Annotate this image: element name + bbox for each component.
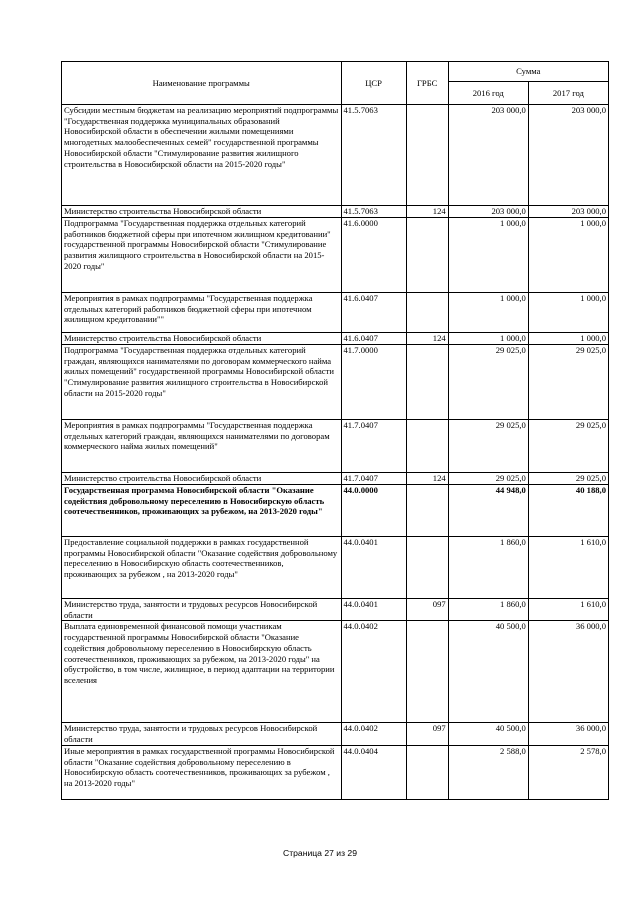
table-body: [62, 105, 609, 800]
row-sum-2016-cell: 1 000,0: [448, 333, 528, 345]
header-name: Наименование программы: [62, 62, 342, 105]
row-sum-2017-cell: 29 025,0: [528, 420, 608, 473]
row-name-cell: Иные мероприятия в рамках государственной программы Новосибирской области "Оказание содействия добровольному переселению в Новосибирскую область соотечественников, проживающих за рубежом , на 2013-2020 годы": [62, 745, 342, 799]
row-name-cell: Мероприятия в рамках подпрограммы "Государственная поддержка отдельных категорий работников бюджетной сферы при ипотечном жилищном кредитовании"": [62, 293, 342, 333]
table-row: [62, 420, 609, 473]
row-grbs-cell: 097: [406, 723, 448, 745]
row-sum-2017-cell: 1 610,0: [528, 599, 608, 621]
row-grbs-cell: 124: [406, 473, 448, 485]
table-row: [62, 206, 609, 218]
row-name-cell: Государственная программа Новосибирской области "Оказание содействия добровольному переселению в Новосибирскую область соотечественников, проживающих за рубежом, на 2013-2020 годы": [62, 485, 342, 537]
row-sum-2016-cell: 29 025,0: [448, 473, 528, 485]
row-sum-2016-cell: 1 860,0: [448, 599, 528, 621]
row-sum-2016-cell: 1 000,0: [448, 293, 528, 333]
row-grbs-cell: [406, 105, 448, 206]
row-sum-2017-cell: 29 025,0: [528, 473, 608, 485]
table-row: [62, 293, 609, 333]
row-name-cell: Министерство строительства Новосибирской области: [62, 473, 342, 485]
row-sum-2017-cell: 1 610,0: [528, 537, 608, 599]
table-row: [62, 745, 609, 799]
row-grbs-cell: [406, 537, 448, 599]
row-grbs-cell: [406, 621, 448, 723]
row-grbs-cell: 097: [406, 599, 448, 621]
header-year-2017: 2017 год: [528, 82, 608, 105]
row-csr-cell: 41.5.7063: [341, 206, 406, 218]
header-year-2016: 2016 год: [448, 82, 528, 105]
table-header: [62, 62, 609, 105]
row-sum-2016-cell: 203 000,0: [448, 105, 528, 206]
row-grbs-cell: [406, 420, 448, 473]
row-csr-cell: 44.0.0402: [341, 723, 406, 745]
row-sum-2016-cell: 40 500,0: [448, 621, 528, 723]
row-csr-cell: 41.6.0000: [341, 218, 406, 293]
row-sum-2017-cell: 29 025,0: [528, 345, 608, 420]
row-csr-cell: 44.0.0000: [341, 485, 406, 537]
row-sum-2017-cell: 36 000,0: [528, 723, 608, 745]
table-row: [62, 473, 609, 485]
table-row: [62, 333, 609, 345]
header-csr: ЦСР: [341, 62, 406, 105]
row-sum-2017-cell: 1 000,0: [528, 218, 608, 293]
row-csr-cell: 41.7.0000: [341, 345, 406, 420]
row-sum-2017-cell: 1 000,0: [528, 293, 608, 333]
row-name-cell: Подпрограмма "Государственная поддержка отдельных категорий работников бюджетной сферы при ипотечном жилищном кредитовании" государственной программы Новосибирской области "Стимулирование развития жилищного строительства в Новосибирской области на 2015-2020 годы": [62, 218, 342, 293]
row-csr-cell: 41.7.0407: [341, 420, 406, 473]
row-sum-2016-cell: 1 860,0: [448, 537, 528, 599]
table-row: [62, 723, 609, 745]
row-sum-2017-cell: 1 000,0: [528, 333, 608, 345]
row-csr-cell: 41.6.0407: [341, 333, 406, 345]
row-csr-cell: 44.0.0401: [341, 599, 406, 621]
row-csr-cell: 41.5.7063: [341, 105, 406, 206]
row-name-cell: Подпрограмма "Государственная поддержка отдельных категорий граждан, являющихся нанимателями по договорам коммерческого найма жилых помещений" государственной программы Новосибирской области "Стимулирование развития жилищного строительства в Новосибирской области на 2015-2020 годы": [62, 345, 342, 420]
row-csr-cell: 41.6.0407: [341, 293, 406, 333]
row-sum-2016-cell: 29 025,0: [448, 345, 528, 420]
row-name-cell: Министерство строительства Новосибирской области: [62, 206, 342, 218]
header-sum: Сумма: [448, 62, 608, 82]
budget-table: [61, 61, 609, 800]
row-sum-2016-cell: 2 588,0: [448, 745, 528, 799]
row-grbs-cell: 124: [406, 206, 448, 218]
row-grbs-cell: 124: [406, 333, 448, 345]
row-sum-2017-cell: 2 578,0: [528, 745, 608, 799]
table-row: [62, 218, 609, 293]
row-grbs-cell: [406, 218, 448, 293]
row-grbs-cell: [406, 293, 448, 333]
table-row: [62, 599, 609, 621]
row-csr-cell: 44.0.0401: [341, 537, 406, 599]
row-sum-2017-cell: 36 000,0: [528, 621, 608, 723]
row-name-cell: Министерство труда, занятости и трудовых ресурсов Новосибирской области: [62, 599, 342, 621]
row-csr-cell: 44.0.0404: [341, 745, 406, 799]
table-row: [62, 485, 609, 537]
row-name-cell: Министерство строительства Новосибирской области: [62, 333, 342, 345]
table-row: [62, 621, 609, 723]
row-sum-2017-cell: 40 188,0: [528, 485, 608, 537]
row-sum-2017-cell: 203 000,0: [528, 206, 608, 218]
row-sum-2016-cell: 40 500,0: [448, 723, 528, 745]
table-row: [62, 345, 609, 420]
row-name-cell: Субсидии местным бюджетам на реализацию мероприятий подпрограммы "Государственная поддержка муниципальных образований Новосибирской области в обеспечении жилыми помещениями многодетных малообеспеченных семей" государственной программы Новосибирской области "Стимулирование развития жилищного строительства в Новосибирской области на 2015-2020 годы": [62, 105, 342, 206]
header-grbs: ГРБС: [406, 62, 448, 105]
table-row: [62, 105, 609, 206]
row-sum-2016-cell: 1 000,0: [448, 218, 528, 293]
table-row: [62, 537, 609, 599]
row-name-cell: Выплата единовременной финансовой помощи участникам государственной программы Новосибирской области "Оказание содействия добровольному переселению в Новосибирскую область соотечественников, проживающих за рубежом, на 2013-2020 годы" на обустройство, в том числе, жилищное, в период адаптации на территории вселения: [62, 621, 342, 723]
row-sum-2017-cell: 203 000,0: [528, 105, 608, 206]
row-name-cell: Мероприятия в рамках подпрограммы "Государственная поддержка отдельных категорий граждан, являющихся нанимателями по договорам коммерческого найма жилых помещений": [62, 420, 342, 473]
row-grbs-cell: [406, 745, 448, 799]
row-name-cell: Министерство труда, занятости и трудовых ресурсов Новосибирской области: [62, 723, 342, 745]
row-sum-2016-cell: 44 948,0: [448, 485, 528, 537]
page-footer: Страница 27 из 29: [283, 848, 357, 858]
row-name-cell: Предоставление социальной поддержки в рамках государственной программы Новосибирской области "Оказание содействия добровольному переселению в Новосибирскую область соотечественников, проживающих за рубежом , на 2013-2020 годы": [62, 537, 342, 599]
row-sum-2016-cell: 203 000,0: [448, 206, 528, 218]
row-grbs-cell: [406, 485, 448, 537]
row-sum-2016-cell: 29 025,0: [448, 420, 528, 473]
row-grbs-cell: [406, 345, 448, 420]
row-csr-cell: 44.0.0402: [341, 621, 406, 723]
row-csr-cell: 41.7.0407: [341, 473, 406, 485]
